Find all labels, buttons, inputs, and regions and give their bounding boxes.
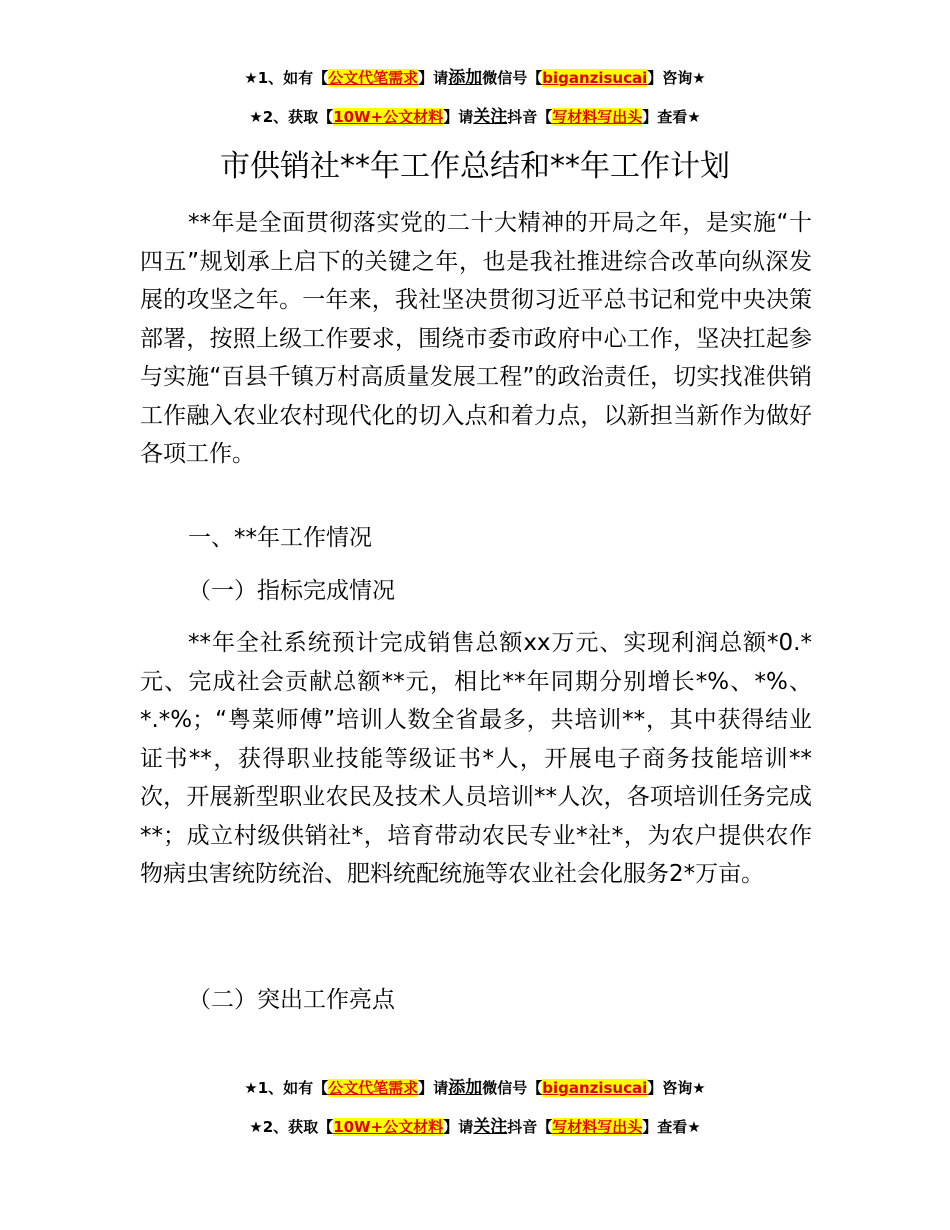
banner-text: 】咨询★ (647, 1079, 706, 1097)
banner-text: 】请 (443, 108, 474, 126)
highlight-service: 公文代笔需求 (328, 69, 419, 87)
highlight-materials: 10W+公文材料 (333, 108, 444, 126)
emphasis-add: 添加 (448, 68, 483, 88)
banner-text: 】请 (418, 69, 449, 87)
banner-text: 微信号【 (482, 1079, 543, 1097)
highlight-wechat-id: biganzisucai (542, 1079, 648, 1097)
section-heading-1: 一、**年工作情况 (188, 525, 372, 551)
highlight-service: 公文代笔需求 (328, 1079, 419, 1097)
banner-text: 抖音【 (507, 108, 553, 126)
subsection-1-paragraph: **年全社系统预计完成销售总额xx万元、实现利润总额*0.*元、完成社会贡献总额**元，相比**年同期分别增长*%、*%、*.*%；“粤菜师傅”培训人数全省最多，共培训**，其中获得结业证书**，获得职业技能等级证书*人，开展电子商务技能培训**次，开展新型职业农民及技术人员培训**人次，各项培训任务完成**；成立村级供销社*，培育带动农民专业*社*，为农户提供农作物病虫害统防统治、肥料统配统施等农业社会化服务2*万亩。 (140, 630, 812, 887)
banner-text: ★1、如有【 (244, 1079, 329, 1097)
highlight-wechat-id: biganzisucai (542, 69, 648, 87)
top-banner-line-2 (0, 107, 950, 127)
intro-paragraph: **年是全面贯彻落实党的二十大精神的开局之年，是实施“十四五”规划承上启下的关键之年，也是我社推进综合改革向纵深发展的攻坚之年。一年来，我社坚决贯彻习近平总书记和党中央决策部署，按照上级工作要求，围绕市委市政府中心工作，坚决扛起参与实施“百县千镇万村高质量发展工程”的政治责任，切实找准供销工作融入农业农村现代化的切入点和着力点，以新担当新作为做好各项工作。 (140, 210, 812, 467)
emphasis-follow: 关注 (473, 107, 508, 127)
subsection-heading-1: （一）指标完成情况 (188, 578, 395, 604)
highlight-douyin-account: 写材料写出头 (552, 108, 643, 126)
banner-text: ★2、获取【 (249, 108, 334, 126)
emphasis-follow: 关注 (473, 1117, 508, 1137)
subsection-heading-2: （二）突出工作亮点 (188, 987, 395, 1013)
banner-text: 】查看★ (642, 108, 701, 126)
banner-text: 】请 (418, 1079, 449, 1097)
banner-text: 抖音【 (507, 1118, 553, 1136)
banner-text: ★2、获取【 (249, 1118, 334, 1136)
highlight-materials: 10W+公文材料 (333, 1118, 444, 1136)
banner-text: 微信号【 (482, 69, 543, 87)
document-title: 市供销社**年工作总结和**年工作计划 (220, 149, 730, 184)
banner-text: 】查看★ (642, 1118, 701, 1136)
top-banner-line-1 (0, 68, 950, 88)
banner-text: 】咨询★ (647, 69, 706, 87)
emphasis-add: 添加 (448, 1078, 483, 1098)
banner-text: ★1、如有【 (244, 69, 329, 87)
bottom-banner-line-2 (0, 1117, 950, 1137)
highlight-douyin-account: 写材料写出头 (552, 1118, 643, 1136)
banner-text: 】请 (443, 1118, 474, 1136)
bottom-banner-line-1 (0, 1078, 950, 1098)
